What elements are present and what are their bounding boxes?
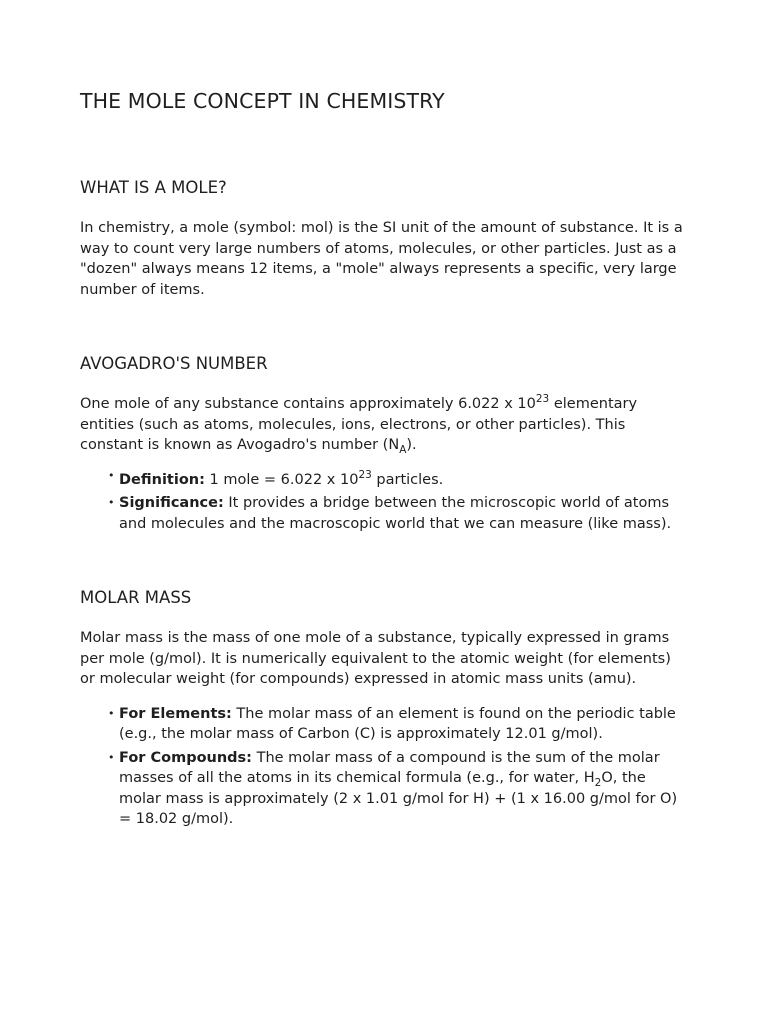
list-item-term: For Elements: <box>119 705 232 722</box>
list-item-text: 1 mole = 6.022 x 10 <box>204 471 359 488</box>
section-paragraph <box>80 394 688 456</box>
paragraph-text: One mole of any substance contains approximately 6.022 x 10 <box>80 396 536 412</box>
subscript-two: 2 <box>594 777 602 790</box>
section-avogadros-number <box>80 352 688 534</box>
superscript-exponent: 23 <box>535 393 550 406</box>
list-item-term: Significance: <box>119 495 224 511</box>
section-heading: MOLAR MASS <box>80 588 192 607</box>
section-what-is-a-mole <box>80 176 688 300</box>
paragraph-text: ). <box>406 437 417 453</box>
list-item <box>108 468 688 491</box>
section-heading: WHAT IS A MOLE? <box>80 178 227 197</box>
bullet-list <box>80 470 688 535</box>
bullet-icon: • <box>108 706 115 720</box>
paragraph-text: elementary entities (such as atoms, molecules, ions, electrons, or other particles). This constant is known as Avogadro's number (N <box>80 396 638 453</box>
bullet-icon: • <box>108 750 115 764</box>
section-paragraph: In chemistry, a mole (symbol: mol) is the SI unit of the amount of substance. It is a way to count very large numbers of atoms, molecules, or other particles. Just as a "dozen" always means 12 items, a "mole" always represents a specific, very large number of items. <box>80 220 683 298</box>
bullet-icon: • <box>108 496 115 509</box>
section-paragraph: Molar mass is the mass of one mole of a substance, typically expressed in grams per mole (g/mol). It is numerically equivalent to the atomic weight (for elements) or molecular weight (for compounds) expressed in atomic mass units (amu). <box>80 630 671 687</box>
list-item-term: Definition: <box>119 471 205 488</box>
list-item-term: For Compounds: <box>119 749 252 766</box>
list-item-text: The molar mass of an element is found on the periodic table (e.g., the molar mass of Carbon (C) is approximately 12.01 g/mol). <box>119 705 676 742</box>
page-title: THE MOLE CONCEPT IN CHEMISTRY <box>80 89 445 113</box>
list-item-text: The molar mass of a compound is the sum of the molar masses of all the atoms in its chemical formula (e.g., for water, H <box>119 749 660 786</box>
list-item-text: It provides a bridge between the microscopic world of atoms and molecules and the macroscopic world that we can measure (like mass). <box>119 495 672 532</box>
list-item-text: particles. <box>371 471 444 488</box>
superscript-exponent: 23 <box>358 468 372 481</box>
list-item <box>108 493 688 534</box>
subscript-a: A <box>399 444 407 457</box>
bullet-list <box>80 704 688 830</box>
list-item <box>108 748 688 830</box>
bullet-icon: • <box>108 468 115 482</box>
section-molar-mass <box>80 586 688 830</box>
list-item-text: O, the molar mass is approximately (2 x 1.01 g/mol for H) + (1 x 16.00 g/mol for O) = 18.02 g/mol). <box>119 770 678 827</box>
section-heading: AVOGADRO'S NUMBER <box>80 354 268 373</box>
list-item <box>108 704 688 745</box>
